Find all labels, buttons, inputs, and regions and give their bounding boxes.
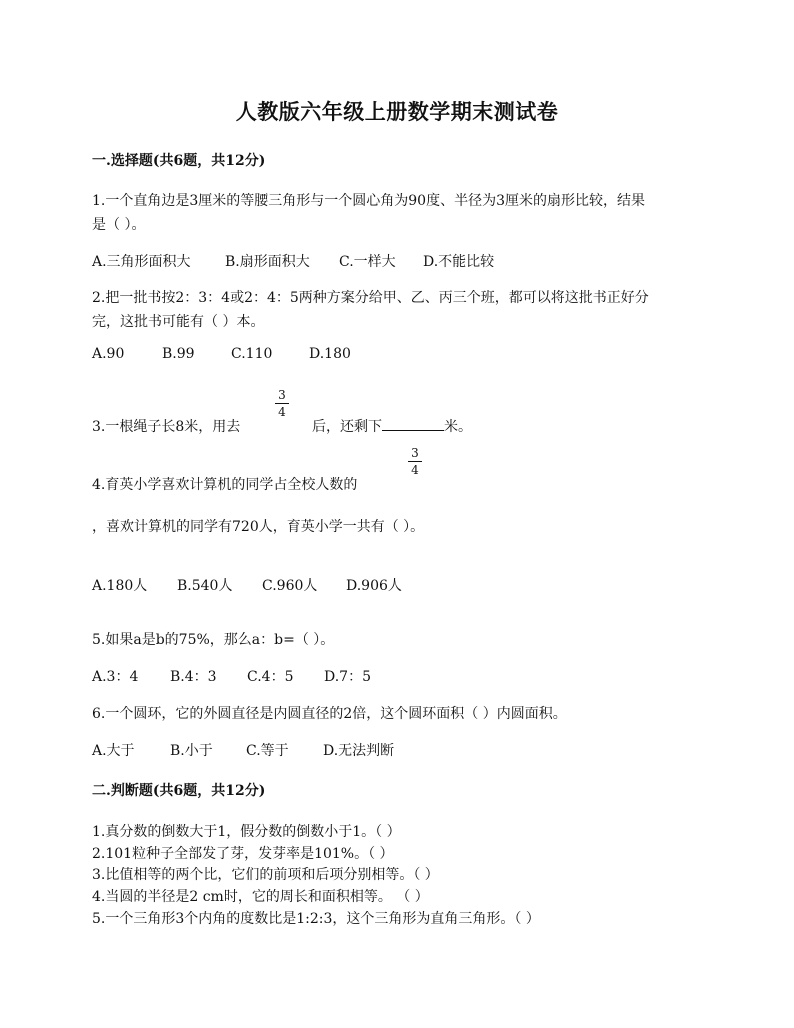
fraction-bar (275, 403, 289, 404)
question-2-line-2: 完，这批书可能有（ ）本。 (92, 314, 265, 330)
question-4-options (92, 575, 402, 595)
option-a: A.90 (92, 346, 125, 362)
page-title: 人教版六年级上册数学期末测试卷 (235, 99, 559, 124)
section-heading-judge: 二.判断题(共6题，共12分) (92, 783, 266, 799)
option-d: D.906人 (346, 578, 402, 594)
option-c: C.960人 (262, 578, 318, 594)
question-2-options (92, 346, 351, 362)
question-3-text-1: 3.一根绳子长8米，用去 (92, 419, 241, 435)
fraction-denominator: 4 (278, 405, 286, 419)
judge-item: 5.一个三角形3个内角的度数比是1:2:3，这个三角形为直角三角形。（ ） (92, 911, 540, 927)
fraction-bar (408, 461, 422, 462)
question-3-unit: 米。 (444, 419, 472, 435)
fraction-numerator: 3 (278, 388, 286, 402)
question-1-options (92, 251, 494, 271)
question-1-line-2: 是（ ）。 (92, 217, 146, 233)
option-c: C.110 (231, 346, 273, 362)
option-d: D.180 (309, 346, 351, 362)
question-4-line-1: 4.育英小学喜欢计算机的同学占全校人数的 (92, 477, 358, 493)
question-4-line-2: ，喜欢计算机的同学有720人，育英小学一共有（ ）。 (92, 519, 425, 535)
option-a: A.大于 (92, 743, 135, 759)
option-a: A.三角形面积大 (92, 254, 191, 270)
answer-blank (382, 418, 444, 431)
option-c: C.等于 (246, 743, 289, 759)
judge-item: 1.真分数的倒数大于1，假分数的倒数小于1。（ ） (92, 824, 401, 840)
question-5-line-1: 5.如果a是b的75%，那么a：b=（ ）。 (92, 632, 335, 648)
judge-item: 3.比值相等的两个比，它们的前项和后项分别相等。（ ） (92, 867, 439, 883)
question-4-fraction (408, 446, 422, 477)
question-5-options (92, 666, 371, 686)
option-b: B.小于 (170, 743, 213, 759)
question-6-line-1: 6.一个圆环，它的外圆直径是内圆直径的2倍，这个圆环面积（ ）内圆面积。 (92, 706, 567, 722)
option-b: B.4：3 (170, 669, 217, 685)
judge-item: 2.101粒种子全部发了芽，发芽率是101%。（ ） (92, 846, 394, 862)
question-2-line-1: 2.把一批书按2：3：4或2：4：5两种方案分给甲、乙、丙三个班，都可以将这批书正好分 (92, 290, 649, 306)
option-b: B.99 (162, 346, 195, 362)
option-a: A.180人 (92, 578, 148, 594)
option-a: A.3：4 (92, 669, 139, 685)
judge-item: 4.当圆的半径是2 cm时，它的周长和面积相等。 （ ） (92, 889, 429, 905)
fraction-numerator: 3 (411, 446, 419, 460)
question-1-line-1: 1.一个直角边是3厘米的等腰三角形与一个圆心角为90度、半径为3厘米的扇形比较，结果 (92, 193, 645, 209)
option-d: D.无法判断 (323, 743, 395, 759)
option-d: D.不能比较 (423, 254, 495, 270)
option-b: B.扇形面积大 (225, 254, 310, 270)
question-3-after: 后，还剩下 (312, 419, 382, 435)
question-3-text-2 (312, 416, 472, 436)
option-c: C.一样大 (339, 254, 396, 270)
option-c: C.4：5 (247, 669, 294, 685)
question-6-options (92, 740, 394, 760)
question-3-fraction (275, 388, 289, 419)
option-b: B.540人 (177, 578, 233, 594)
option-d: D.7：5 (324, 669, 371, 685)
fraction-denominator: 4 (411, 463, 419, 477)
section-heading-choice: 一.选择题(共6题，共12分) (92, 153, 266, 169)
